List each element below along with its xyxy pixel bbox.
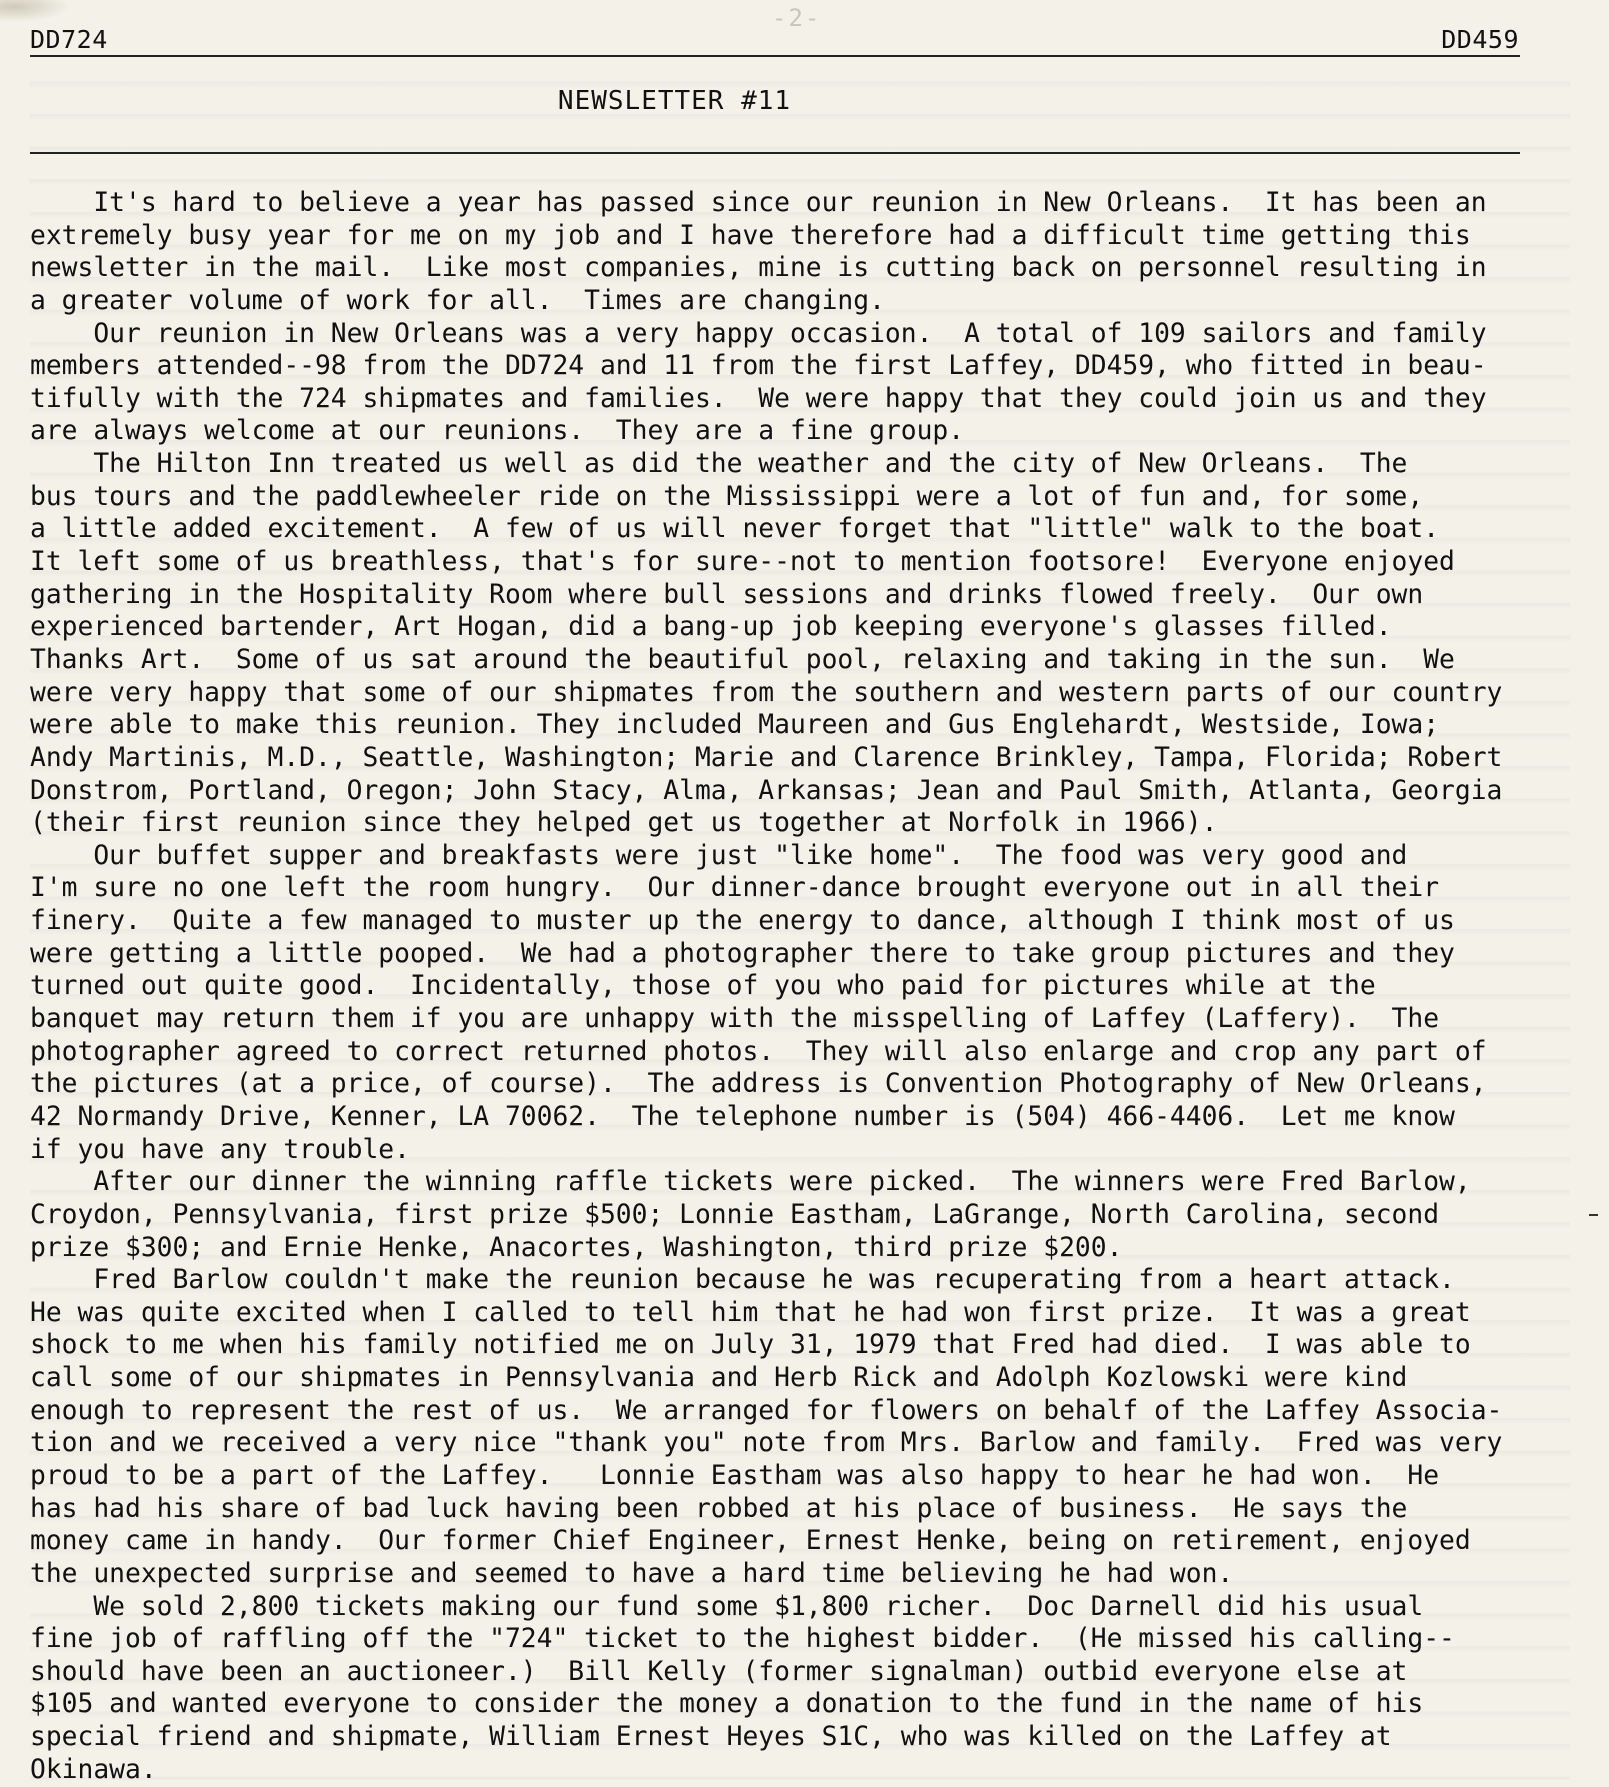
page-number-bleed: -2- [772, 4, 822, 32]
body-line: Okinawa. [30, 1754, 157, 1785]
body-line: the pictures (at a price, of course). The address is Convention Photography of New Orleans, [30, 1069, 1487, 1100]
body-line: Croydon, Pennsylvania, first prize $500; Lonnie Eastham, LaGrange, North Carolina, second [30, 1199, 1440, 1230]
body-line: has had his share of bad luck having been robbed at his place of business. He says the [30, 1493, 1408, 1524]
body-line: gathering in the Hospitality Room where bull sessions and drinks flowed freely. Our own [30, 579, 1424, 610]
body-line: It's hard to believe a year has passed since our reunion in New Orleans. It has been an [30, 188, 1487, 218]
body-line: turned out quite good. Incidentally, those of you who paid for pictures while at the [30, 971, 1376, 1002]
body-line: I'm sure no one left the room hungry. Our dinner-dance brought everyone out in all their [30, 873, 1440, 904]
body-line: members attended--98 from the DD724 and 11 from the first Laffey, DD459, who fitted in beau- [30, 351, 1487, 382]
body-line: a little added excitement. A few of us will never forget that "little" walk to the boat. [30, 514, 1440, 545]
body-line: should have been an auctioneer.) Bill Kelly (former signalman) outbid everyone else at [30, 1656, 1408, 1687]
body-line: if you have any trouble. [30, 1134, 410, 1165]
body-line: It left some of us breathless, that's for sure--not to mention footsore! Everyone enjoyed [30, 547, 1455, 578]
body-line: Our buffet supper and breakfasts were just "like home". The food was very good and [30, 840, 1408, 871]
body-line: 42 Normandy Drive, Kenner, LA 70062. The telephone number is (504) 466-4406. Let me know [30, 1101, 1455, 1132]
body-line: enough to represent the rest of us. We arranged for flowers on behalf of the Laffey Associa- [30, 1395, 1503, 1426]
body-line: banquet may return them if you are unhappy with the misspelling of Laffey (Laffery). The [30, 1004, 1440, 1035]
header-right-id: DD459 [1441, 24, 1519, 54]
body-line: proud to be a part of the Laffey. Lonnie Eastham was also happy to hear he had won. He [30, 1460, 1440, 1491]
body-line: newsletter in the mail. Like most companies, mine is cutting back on personnel resulting in [30, 253, 1487, 284]
body-line: money came in handy. Our former Chief Engineer, Ernest Henke, being on retirement, enjoyed [30, 1526, 1471, 1557]
body-line: Donstrom, Portland, Oregon; John Stacy, Alma, Arkansas; Jean and Paul Smith, Atlanta, Georgia [30, 775, 1503, 806]
header-rule [30, 55, 1520, 57]
body-line: prize $300; and Ernie Henke, Anacortes, Washington, third prize $200. [30, 1232, 1123, 1263]
body-line: photographer agreed to correct returned photos. They will also enlarge and crop any part of [30, 1036, 1487, 1067]
body-line: (their first reunion since they helped get us together at Norfolk in 1966). [30, 808, 1218, 839]
body-line: were very happy that some of our shipmates from the southern and western parts of our country [30, 677, 1503, 708]
body-line: The Hilton Inn treated us well as did the weather and the city of New Orleans. The [30, 449, 1408, 480]
header-left-id: DD724 [30, 24, 108, 54]
newsletter-title: NEWSLETTER #11 [557, 86, 792, 116]
body-line: were getting a little pooped. We had a photographer there to take group pictures and they [30, 938, 1455, 969]
body-line: Thanks Art. Some of us sat around the beautiful pool, relaxing and taking in the sun. We [30, 644, 1455, 675]
body-line: experienced bartender, Art Hogan, did a bang-up job keeping everyone's glasses filled. [30, 612, 1392, 643]
body-line: call some of our shipmates in Pennsylvania and Herb Rick and Adolph Kozlowski were kind [30, 1363, 1408, 1394]
margin-mark [1589, 1214, 1598, 1216]
body-line: fine job of raffling off the "724" ticket to the highest bidder. (He missed his calling-- [30, 1624, 1455, 1655]
newsletter-body [30, 187, 1585, 1786]
page-header [30, 24, 1519, 54]
body-line: We sold 2,800 tickets making our fund some $1,800 richer. Doc Darnell did his usual [30, 1591, 1424, 1622]
page-smudge [0, 0, 70, 22]
body-line: the unexpected surprise and seemed to have a hard time believing he had won. [30, 1558, 1234, 1589]
body-line: extremely busy year for me on my job and I have therefore had a difficult time getting this [30, 220, 1471, 251]
body-line: are always welcome at our reunions. They are a fine group. [30, 416, 965, 447]
body-line: were able to make this reunion. They included Maureen and Gus Englehardt, Westside, Iowa; [30, 710, 1440, 741]
body-line: finery. Quite a few managed to muster up the energy to dance, although I think most of us [30, 906, 1455, 937]
body-line: special friend and shipmate, William Ernest Heyes S1C, who was killed on the Laffey at [30, 1722, 1392, 1753]
body-line: Fred Barlow couldn't make the reunion because he was recuperating from a heart attack. [30, 1265, 1455, 1296]
body-line: He was quite excited when I called to tell him that he had won first prize. It was a great [30, 1297, 1471, 1328]
body-line: After our dinner the winning raffle tickets were picked. The winners were Fred Barlow, [30, 1167, 1471, 1198]
title-rule [30, 152, 1520, 154]
body-line: a greater volume of work for all. Times are changing. [30, 285, 885, 316]
body-line: Our reunion in New Orleans was a very happy occasion. A total of 109 sailors and family [30, 318, 1487, 349]
body-line: Andy Martinis, M.D., Seattle, Washington; Marie and Clarence Brinkley, Tampa, Florida; Robert [30, 742, 1503, 773]
body-line: shock to me when his family notified me on July 31, 1979 that Fred had died. I was able to [30, 1330, 1471, 1361]
body-line: bus tours and the paddlewheeler ride on the Mississippi were a lot of fun and, for some, [30, 481, 1424, 512]
body-line: tion and we received a very nice "thank you" note from Mrs. Barlow and family. Fred was very [30, 1428, 1503, 1459]
body-line: $105 and wanted everyone to consider the money a donation to the fund in the name of his [30, 1689, 1424, 1720]
body-line: tifully with the 724 shipmates and families. We were happy that they could join us and they [30, 383, 1487, 414]
